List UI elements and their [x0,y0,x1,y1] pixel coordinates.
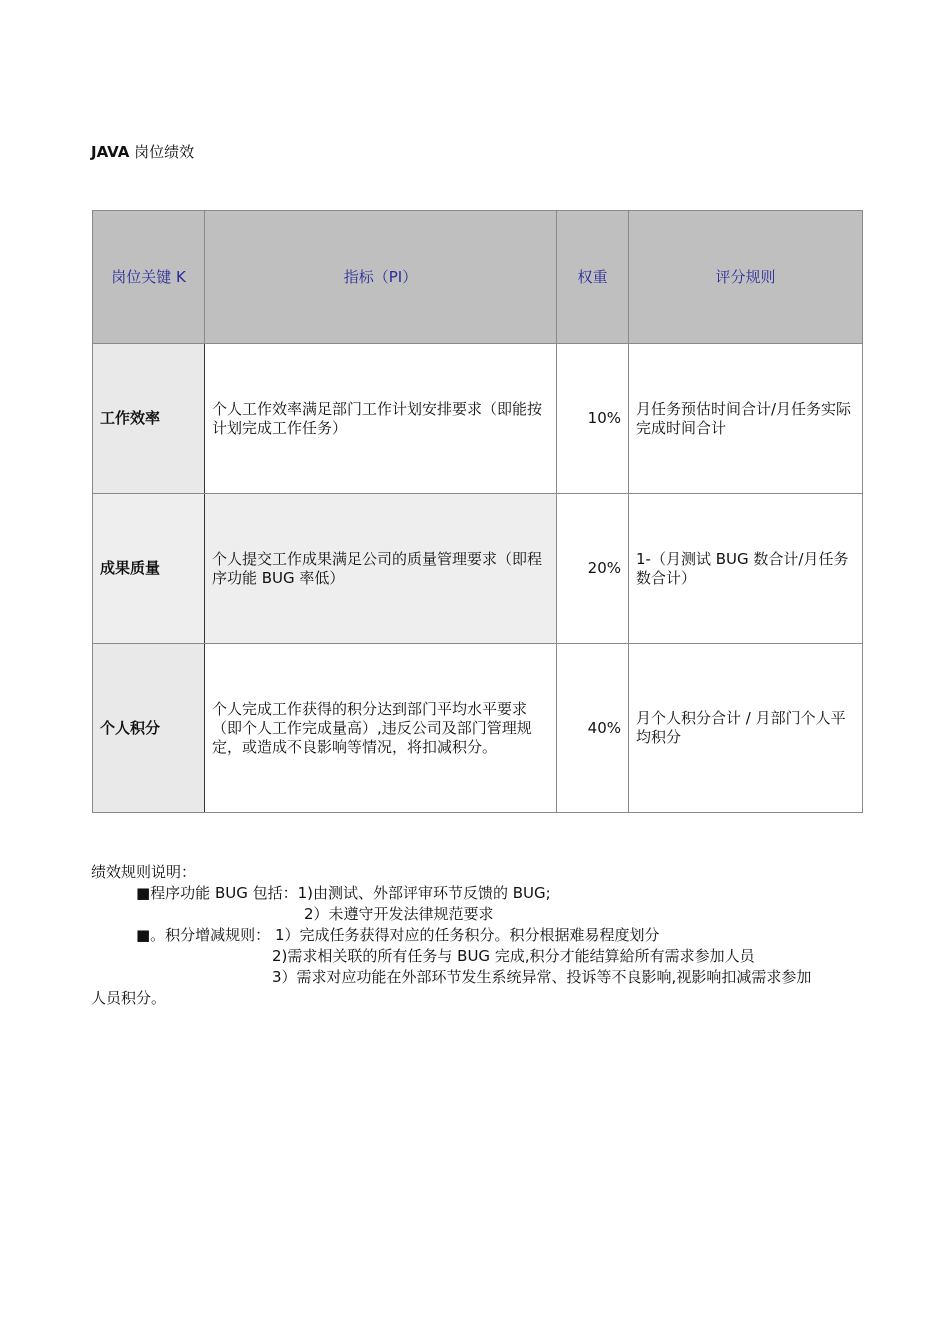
row-key: 成果质量 [93,494,205,644]
header-key: 岗位关键 K [93,211,205,344]
row-rule: 月任务预估时间合计/月任务实际完成时间合计 [629,344,863,494]
row-indicator: 个人工作效率满足部门工作计划安排要求（即能按计划完成工作任务） [205,344,557,494]
notes-points-rule-3: 3）需求对应功能在外部环节发生系统异常、投诉等不良影响,视影响扣减需求参加 [272,968,812,986]
kpi-table [92,210,863,813]
row-key: 个人积分 [93,644,205,813]
row-indicator: 个人完成工作获得的积分达到部门平均水平要求（即个人工作完成量高）,违反公司及部门管理规定，或造成不良影响等情况，将扣减积分。 [205,644,557,813]
row-weight: 20% [557,494,629,644]
notes-heading: 绩效规则说明： [91,863,197,881]
row-rule: 1-（月测试 BUG 数合计/月任务数合计） [629,494,863,644]
title-cn: 岗位绩效 [134,143,195,161]
table-header-row [93,211,863,344]
notes-bug-definition: ■程序功能 BUG 包括：1)由测试、外部评审环节反馈的 BUG; [136,884,551,902]
notes-points-rule-1: ■。积分增减规则： 1）完成任务获得对应的任务积分。积分根据难易程度划分 [136,926,660,944]
notes-bug-definition-2: 2）未遵守开发法律规范要求 [304,905,494,923]
table-row [93,644,863,813]
header-weight: 权重 [557,211,629,344]
document-title [91,142,194,162]
header-rule: 评分规则 [629,211,863,344]
notes-points-rule-3-cont: 人员积分。 [91,989,167,1007]
row-rule: 月个人积分合计 / 月部门个人平均积分 [629,644,863,813]
header-indicator: 指标（PI） [205,211,557,344]
row-indicator: 个人提交工作成果满足公司的质量管理要求（即程序功能 BUG 率低） [205,494,557,644]
table-row [93,494,863,644]
title-latin: JAVA [91,143,130,161]
row-key: 工作效率 [93,344,205,494]
notes-points-rule-2: 2)需求相关联的所有任务与 BUG 完成,积分才能结算給所有需求参加人员 [272,947,755,965]
performance-rules-notes [91,862,851,1009]
row-weight: 10% [557,344,629,494]
table-row [93,344,863,494]
row-weight: 40% [557,644,629,813]
